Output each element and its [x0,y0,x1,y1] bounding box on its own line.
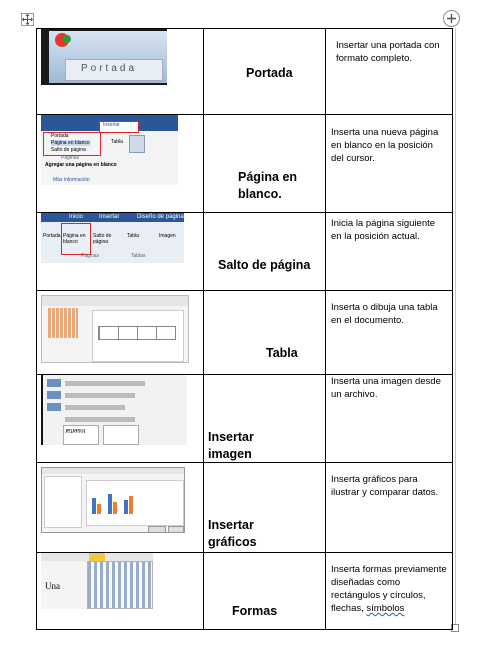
menu-item-portada: Portada [51,133,69,139]
name-cell [204,29,326,115]
command-description: Inserta gráficos para ilustrar y comparar datos. [331,474,439,498]
command-description: Insertar una portada con formato completo. [336,40,440,64]
tabla-screenshot [41,295,189,363]
ribbon-button-tabla: Tabla [127,233,139,239]
add-column-button[interactable] [443,10,460,27]
name-cell [204,375,326,463]
name-cell [204,213,326,291]
table-row [37,463,453,553]
table-row [37,375,453,463]
more-info-link: Más información [53,177,90,183]
insert-picture-label: Insertar [65,427,86,433]
command-description [326,553,452,615]
tooltip-title: Agregar una página en blanco [45,162,117,168]
description-cell [326,291,453,375]
description-cell [326,29,453,115]
move-arrows-icon [22,14,33,25]
description-cell [326,553,453,630]
image-cell [37,115,204,213]
table-row [37,553,453,630]
image-cell [37,213,204,291]
ribbon-group-tablas: Tablas [131,253,146,259]
image-cell [37,463,204,553]
ribbon-tab-insertar: Insertar [99,214,120,220]
insertar-imagen-screenshot [41,375,187,445]
portada-thumb-label: Portada [81,63,138,74]
document-text-fragment: Una [45,581,60,591]
ribbon-button-pagina: Página en blanco [63,233,86,245]
ribbon-tab-diseno: Diseño de página [137,214,184,220]
description-cell [326,463,453,553]
command-name: Insertar imagen [208,430,254,461]
image-cell [37,553,204,630]
command-name: Formas [232,604,278,618]
pagina-en-blanco-screenshot [41,115,178,185]
table-row [37,213,453,291]
portada-screenshot [41,29,167,85]
name-cell [204,553,326,630]
image-cell [37,375,204,463]
name-cell [204,115,326,213]
group-label: Páginas [61,155,80,161]
table-row [37,115,453,213]
spellcheck-underlined-word: símbolos [366,603,405,614]
command-name: Tabla [266,346,298,360]
description-cell [326,115,453,213]
command-description: Inserta una imagen desde un archivo. [331,376,441,400]
table-row [37,291,453,375]
formas-screenshot [41,553,153,609]
ribbon-tab-inicio: Inicio [69,214,84,220]
table-row [37,29,453,115]
plus-icon [444,11,459,26]
description-cell [326,375,453,463]
command-name: Insertar gráficos [208,518,257,549]
command-name: Portada [246,66,293,80]
ribbon-button-portada: Portada [43,233,61,239]
insert-tab-label: Insertar [103,122,120,128]
name-cell [204,291,326,375]
name-cell [204,463,326,553]
command-name: Página en blanco. [238,170,298,201]
image-cell [37,291,204,375]
table-move-handle[interactable] [21,13,34,26]
command-description: Inicia la página siguiente en la posición actual. [331,218,436,242]
command-name: Salto de página [218,258,311,272]
table-item: Tabla [111,139,123,145]
description-text: Inserta formas previamente diseñadas como rectángulos y círculos, flechas, [331,564,447,614]
command-description: Inserta una nueva página en blanco en la posición del cursor. [331,127,439,164]
insertar-graficos-screenshot [41,467,185,533]
ribbon-button-imagen: Imagen [159,233,176,239]
command-description: Inserta o dibuja una tabla en el documento. [331,302,438,326]
menu-item-pagina: Página en blanco [51,140,90,146]
ribbon-button-salto: Salto de página [93,233,112,245]
ribbon-group-paginas: Páginas [81,253,100,259]
description-cell [326,213,453,291]
table-edge-guide [455,28,456,625]
menu-item-salto: Salto de página [51,147,86,153]
salto-de-pagina-screenshot [41,213,184,263]
commands-table [36,28,453,630]
image-cell [37,29,204,115]
